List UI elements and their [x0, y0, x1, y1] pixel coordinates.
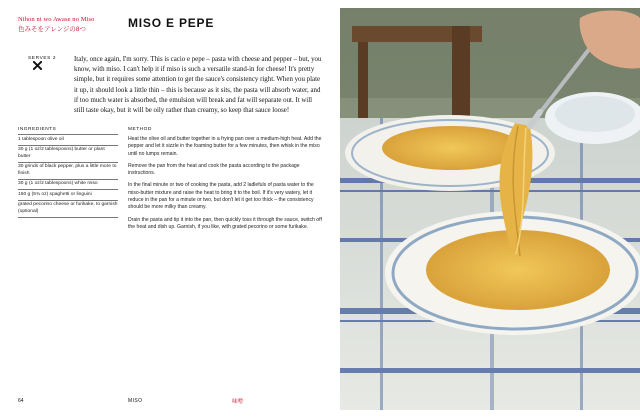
- ingredient-item: 30 g (1 oz/2 tablespoons) white miso: [18, 180, 118, 191]
- ingredient-item: grated pecorino cheese or furikake, to garnish (optional): [18, 201, 118, 218]
- ingredients-list: [18, 134, 118, 218]
- pasta-photo: [340, 8, 640, 410]
- ingredient-item: 150 g (5¾ oz) spaghetti or linguini: [18, 190, 118, 201]
- method-step: Heat the olive oil and butter together in a frying pan over a medium-high heat. Add the pepper and let it sizzle in the foaming butter for a few minutes, then whisk in the miso until no lumps remain.: [128, 136, 322, 157]
- serves-label: SERVES 2: [28, 56, 57, 61]
- header-romaji: Nihon ni wo Awase no Miso: [18, 16, 95, 23]
- cross-icon: [33, 61, 42, 70]
- section-label: MISO: [128, 398, 143, 404]
- method-step: In the final minute or two of cooking the pasta, add 2 ladlefuls of pasta water to the miso-butter mixture and raise the heat to bring it to the boil. If it's very watery, let it reduce in the pan for a minute or two, but don't let it get too thick – the consistency should be more milky than creamy.: [128, 182, 314, 211]
- header-japanese: 色みそをアレンジの8つ: [18, 26, 87, 33]
- method-step: Remove the pan from the heat and cook the pasta according to the package instructions.: [128, 162, 300, 177]
- section-japanese: 味噌: [232, 399, 244, 405]
- ingredient-item: 1 tablespoon olive oil: [18, 134, 118, 146]
- method-step: Drain the pasta and tip it into the pan, then quickly toss it through the sauce, switch off the heat and dish up. Garnish, if you like, with grated pecorino or some furikake.: [128, 216, 322, 230]
- page-title: MISO E PEPE: [128, 16, 215, 30]
- page-number: 64: [18, 398, 24, 404]
- method-steps: [128, 136, 323, 236]
- method-heading: METHOD: [128, 127, 152, 132]
- ingredients-heading: INGREDIENTS: [18, 127, 57, 132]
- ingredient-item: 30 g (1 oz/2 tablespoons) butter or plant butter: [18, 146, 118, 163]
- intro-text: Italy, once again, I'm sorry. This is cacio e pepe – pasta with cheese and pepper – but, you know, with miso. I can't help it if miso is such a versatile stand-in for cheese! It's pretty simple, but it requires some attention to get the sauce's consistency right. When you plate it up, it should look a little thin – this is because as it sits, the pasta will absorb water, and if too much water is absorbed, the emulsion will break and fat will separate out. It will still taste okay, but it will be oily rather than creamy, so keep that sauce loose!: [74, 56, 322, 115]
- ingredient-item: 30 grinds of black pepper, plus a little more to finish: [18, 163, 118, 180]
